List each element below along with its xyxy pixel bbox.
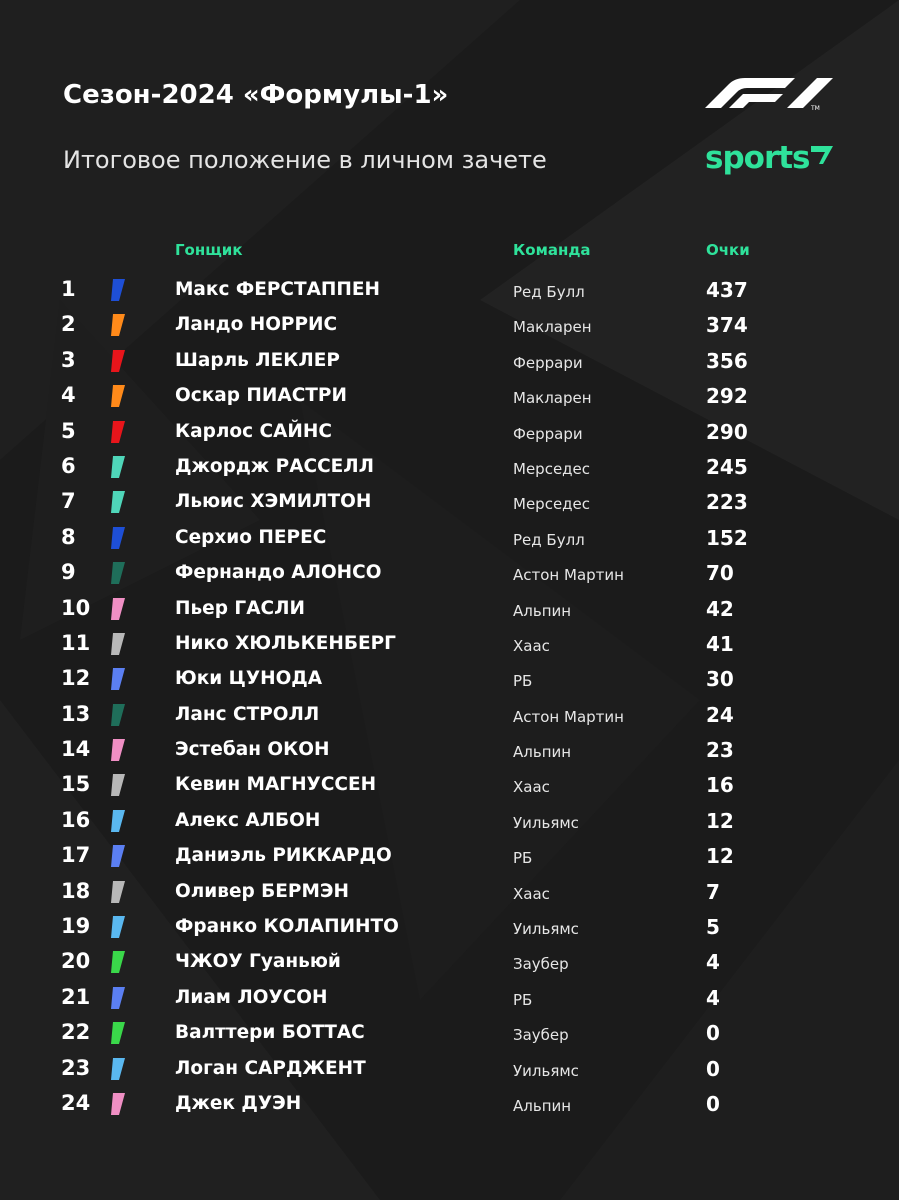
position-number: 3: [61, 347, 76, 372]
team-color-stripe: [109, 314, 127, 336]
table-row: [0, 555, 899, 590]
points-value: 152: [706, 525, 748, 550]
table-row: [0, 980, 899, 1015]
points-value: 0: [706, 1091, 720, 1116]
points-value: 24: [706, 702, 734, 727]
position-number: 24: [61, 1090, 91, 1115]
position-number: 12: [61, 666, 91, 691]
team-name: РБ: [513, 849, 533, 868]
team-name: Астон Мартин: [513, 707, 624, 726]
position-number: 19: [61, 914, 91, 939]
driver-name: Нико ХЮЛЬКЕНБЕРГ: [175, 632, 396, 654]
team-name: Хаас: [513, 778, 550, 797]
driver-name: Оливер БЕРМЭН: [175, 880, 349, 902]
team-name: РБ: [513, 672, 533, 691]
position-number: 6: [61, 453, 76, 478]
table-row: [0, 1086, 899, 1121]
points-value: 374: [706, 313, 748, 338]
team-name: Заубер: [513, 955, 569, 974]
team-name: Мерседес: [513, 459, 591, 478]
team-color-stripe: [109, 385, 127, 407]
standings-table: [0, 272, 899, 1121]
driver-name: Юки ЦУНОДА: [175, 668, 323, 690]
points-value: 5: [706, 915, 720, 940]
position-number: 11: [61, 630, 91, 655]
team-color-stripe: [109, 527, 127, 549]
team-color-stripe: [109, 456, 127, 478]
driver-name: Валттери БОТТАС: [175, 1022, 365, 1044]
points-value: 30: [706, 667, 734, 692]
position-number: 7: [61, 489, 76, 514]
team-name: РБ: [513, 990, 533, 1009]
team-color-stripe: [109, 279, 127, 301]
points-value: 245: [706, 454, 748, 479]
position-number: 23: [61, 1055, 91, 1080]
team-color-stripe: [109, 704, 127, 726]
column-header-team: Команда: [513, 241, 591, 259]
team-color-stripe: [109, 598, 127, 620]
team-name: Мерседес: [513, 495, 591, 514]
table-row: [0, 307, 899, 342]
team-name: Астон Мартин: [513, 566, 624, 585]
f1-logo-icon: [703, 72, 838, 112]
driver-name: Карлос САЙНС: [175, 420, 332, 442]
table-row: [0, 874, 899, 909]
table-row: [0, 272, 899, 307]
team-color-stripe: [109, 845, 127, 867]
page-subtitle: Итоговое положение в личном зачете: [63, 146, 547, 174]
team-name: Ред Булл: [513, 530, 585, 549]
team-color-stripe: [109, 562, 127, 584]
table-row: [0, 626, 899, 661]
points-value: 223: [706, 490, 748, 515]
points-value: 0: [706, 1056, 720, 1081]
points-value: 292: [706, 384, 748, 409]
points-value: 23: [706, 738, 734, 763]
table-row: [0, 343, 899, 378]
driver-name: Кевин МАГНУССЕН: [175, 774, 377, 796]
team-name: Макларен: [513, 389, 592, 408]
team-color-stripe: [109, 951, 127, 973]
position-number: 5: [61, 418, 76, 443]
table-row: [0, 767, 899, 802]
points-value: 0: [706, 1021, 720, 1046]
team-color-stripe: [109, 633, 127, 655]
table-row: [0, 838, 899, 873]
svg-text:TM: TM: [811, 105, 820, 112]
points-value: 16: [706, 773, 734, 798]
table-row: [0, 909, 899, 944]
points-value: 42: [706, 596, 734, 621]
position-number: 9: [61, 560, 76, 585]
team-name: Феррари: [513, 424, 583, 443]
page-title: Сезон-2024 «Формулы-1»: [63, 80, 449, 110]
team-name: Феррари: [513, 353, 583, 372]
position-number: 4: [61, 383, 76, 408]
column-header-driver: Гонщик: [175, 241, 243, 259]
driver-name: Оскар ПИАСТРИ: [175, 385, 347, 407]
team-color-stripe: [109, 1022, 127, 1044]
team-name: Альпин: [513, 1096, 572, 1115]
driver-name: ЧЖОУ Гуаньюй: [175, 951, 341, 973]
team-color-stripe: [109, 739, 127, 761]
points-value: 290: [706, 419, 748, 444]
driver-name: Шарль ЛЕКЛЕР: [175, 349, 340, 371]
position-number: 22: [61, 1020, 91, 1045]
table-row: [0, 484, 899, 519]
table-row: [0, 697, 899, 732]
position-number: 17: [61, 843, 91, 868]
team-color-stripe: [109, 916, 127, 938]
driver-name: Льюис ХЭМИЛТОН: [175, 491, 372, 513]
driver-name: Ландо НОРРИС: [175, 314, 338, 336]
team-name: Уильямс: [513, 813, 579, 832]
driver-name: Алекс АЛБОН: [175, 809, 321, 831]
driver-name: Джордж РАССЕЛЛ: [175, 455, 375, 477]
team-color-stripe: [109, 987, 127, 1009]
position-number: 21: [61, 984, 91, 1009]
team-name: Заубер: [513, 1026, 569, 1045]
position-number: 2: [61, 312, 76, 337]
team-color-stripe: [109, 491, 127, 513]
team-color-stripe: [109, 881, 127, 903]
driver-name: Серхио ПЕРЕС: [175, 526, 327, 548]
driver-name: Эстебан ОКОН: [175, 739, 330, 761]
team-name: Ред Булл: [513, 283, 585, 301]
driver-name: Логан САРДЖЕНТ: [175, 1057, 366, 1079]
table-row: [0, 661, 899, 696]
sports-tick-icon: [811, 144, 833, 166]
table-row: [0, 520, 899, 555]
team-color-stripe: [109, 1093, 127, 1115]
position-number: 8: [61, 524, 76, 549]
driver-name: Ланс СТРОЛЛ: [175, 703, 320, 725]
sports-logo-text: sports: [705, 140, 810, 176]
position-number: 13: [61, 701, 91, 726]
team-color-stripe: [109, 350, 127, 372]
position-number: 14: [61, 737, 91, 762]
points-value: 41: [706, 631, 734, 656]
team-name: Альпин: [513, 601, 572, 620]
points-value: 4: [706, 985, 720, 1010]
column-header-points: Очки: [706, 241, 750, 259]
team-name: Хаас: [513, 884, 550, 903]
team-name: Уильямс: [513, 920, 579, 939]
position-number: 20: [61, 949, 91, 974]
position-number: 1: [61, 277, 76, 301]
team-color-stripe: [109, 668, 127, 690]
table-row: [0, 803, 899, 838]
points-value: 12: [706, 808, 734, 833]
driver-name: Фернандо АЛОНСО: [175, 562, 382, 584]
position-number: 18: [61, 878, 91, 903]
driver-name: Джек ДУЭН: [175, 1092, 302, 1114]
points-value: 4: [706, 950, 720, 975]
team-name: Альпин: [513, 743, 572, 762]
table-row: [0, 944, 899, 979]
driver-name: Пьер ГАСЛИ: [175, 597, 305, 619]
table-row: [0, 1015, 899, 1050]
driver-name: Лиам ЛОУСОН: [175, 986, 328, 1008]
points-value: 437: [706, 278, 748, 302]
table-row: [0, 414, 899, 449]
team-name: Хаас: [513, 636, 550, 655]
team-color-stripe: [109, 774, 127, 796]
position-number: 16: [61, 807, 91, 832]
points-value: 7: [706, 879, 720, 904]
table-row: [0, 591, 899, 626]
team-color-stripe: [109, 421, 127, 443]
table-row: [0, 732, 899, 767]
points-value: 70: [706, 561, 734, 586]
position-number: 10: [61, 595, 91, 620]
position-number: 15: [61, 772, 91, 797]
team-color-stripe: [109, 1058, 127, 1080]
team-name: Макларен: [513, 318, 592, 337]
table-row: [0, 378, 899, 413]
points-value: 12: [706, 844, 734, 869]
table-row: [0, 449, 899, 484]
sports-logo: [705, 140, 833, 176]
driver-name: Франко КОЛАПИНТО: [175, 916, 399, 938]
driver-name: Даниэль РИККАРДО: [175, 845, 392, 867]
team-color-stripe: [109, 810, 127, 832]
team-name: Уильямс: [513, 1061, 579, 1080]
table-row: [0, 1051, 899, 1086]
driver-name: Макс ФЕРСТАППЕН: [175, 279, 380, 300]
points-value: 356: [706, 348, 748, 373]
